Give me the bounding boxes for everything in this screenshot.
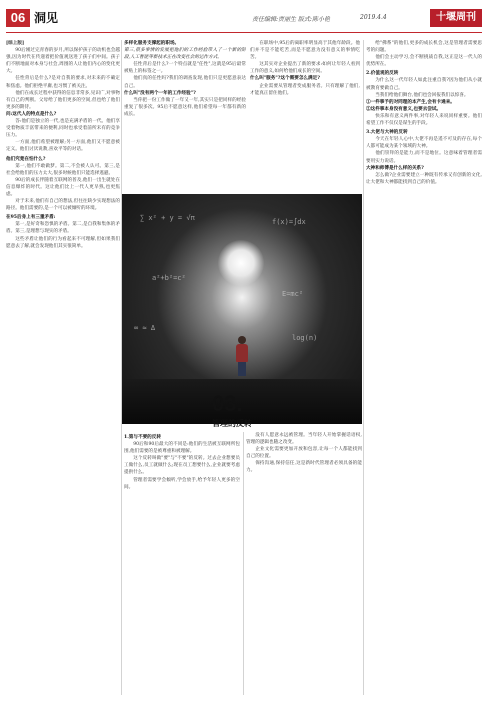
paragraph: 他们真的任性吗?我们的调查发现,他们只是更愿意表达自己。 [124, 76, 246, 89]
paragraph: 这其实对企业提出了新的要求:如何让年轻人看到工作的意义,如何给他们成长的空间。 [250, 62, 360, 75]
column-divider [363, 40, 364, 695]
question: 什么叫"没有两个一年的工作经验"? [124, 90, 196, 96]
column-3-bottom [246, 432, 362, 695]
section-heading [212, 393, 252, 429]
column-2-bottom [124, 432, 240, 695]
subheading: 1.第与不要的反转 [124, 435, 161, 440]
editors-credit: 责任编辑:贾丽生 版式:陈小艳 [252, 16, 330, 23]
column-4 [366, 40, 482, 695]
formula-decor: f(x)=∫dx [272, 218, 306, 226]
section-title: 管理的反转 [212, 419, 252, 428]
paragraph: 90后刚过完青春的岁月,所以保护孩子的动机也会越强,因为时代在传递着把价值观送进了孩子们中间。孩子们不断地面对本身与社会,周围的人让他们内心的变化更大。 [6, 48, 120, 75]
question: 问:这代人的特点是什么? [6, 111, 57, 117]
paragraph: 企业需要从管理者变成服务者。只有理解了他们,才能真正留住他们。 [250, 83, 360, 96]
question: 大神和师傅是什么样的关系? [366, 165, 424, 171]
paragraph: 怎么做?企业需要建立一种既有传承又有创新的文化,让大佬和大神都能找到自己的价值。 [366, 172, 482, 185]
paragraph: 当我们给他们舞台,他们也会回报我们以惊喜。 [375, 92, 469, 98]
formula-decor: ∑ x² + y = √π [140, 214, 195, 222]
paragraph: 第三,很多事情的发展把他们的工作经验带入了一个新的阶段,人工智能等新技术正在改变社会的运作方式。 [124, 48, 246, 61]
paragraph: 第一,是好奇和恐惧的矛盾。第二,是自我和集体的矛盾。第三,是理想与现实的矛盾。 [6, 222, 120, 235]
formula-decor: log(n) [292, 334, 318, 342]
subheading: 在95后身上有三重矛盾: [6, 215, 56, 221]
paragraph: 他们会主动学习,会不断挑战自我,这正是这一代人的优势所在。 [366, 55, 482, 68]
header-rule [6, 32, 482, 33]
formula-decor: ∞ ≈ Δ [134, 324, 156, 332]
paragraph: 为什么这一代年轻人如此注重自我?因为他们从小就被教育要做自己。 [366, 78, 482, 91]
paragraph: 这些矛盾让他们的行为看起来不可理解,但如果我们愿意去了解,就会发现他们其实很简单。 [6, 236, 120, 249]
subheading: 2.价值观的反转 [366, 71, 399, 77]
light-glow [218, 240, 264, 286]
subheading: 3.大佬与大神的反转 [366, 130, 408, 136]
paragraph: [综上版] [6, 41, 25, 46]
question: 什么叫"服务"?这个需要怎么满足? [250, 76, 320, 82]
newspaper-brand: 十堰周刊 [430, 9, 482, 27]
paragraph: 第一,他们不敢做梦。第二,不会被人认可。第三,是社会给他们的压力太大,很多时候他们只能选择逃避。 [6, 163, 120, 176]
standing-person [235, 336, 249, 376]
paragraph: 90后的成长伴随着互联网的普及,他们一出生就处在信息爆炸的时代。这让他们比上一代人更早熟,也更焦虑。 [6, 177, 120, 197]
paragraph: 企业文化需要更加开放和包容,让每一个人都能找到自己的位置。 [246, 447, 362, 460]
paragraph: 在职场中,95后的离职率明显高于其他年龄段。他们并不是不能吃苦,而是不愿意为没有意义的事情吃苦。 [250, 41, 360, 61]
feature-photo [122, 194, 362, 424]
formula-decor: E=mc² [282, 290, 304, 298]
paragraph: 给"佛系"的他们,更多的成长机会,这是管理者需要思考的问题。 [366, 41, 482, 54]
paragraph: 一方面,他们希望被理解;另一方面,他们又不愿意被定义。他们讨厌说教,喜欢平等的对话。 [6, 140, 120, 153]
formula-decor: a²+b²=c² [152, 274, 186, 282]
paragraph: 90后和90后最大的不同是:他们的生活被互联网所包围,他们需要的是被尊重和被理解。 [124, 442, 240, 455]
paragraph: 多样化服务支撑起的职场。 [124, 41, 180, 46]
paragraph: 这个反转叫做"要"与"不要"的反转。过去企业想要员工做什么,员工就做什么;现在员工想要什么,企业就要考虑提供什么。 [124, 456, 240, 476]
publish-date: 2019.4.4 [360, 14, 387, 21]
paragraph: 任性背后是什么?是对自我的要求,对未来的不确定和焦虑。他们拒绝平庸,也习惯了被关注。 [6, 76, 120, 89]
paragraph: 没有人愿意永远被管理。当年轻人开始掌握话语权,管理的逻辑也随之改变。 [246, 433, 362, 446]
list-point: ②这件事本身没有意义,也要去尝试。 [366, 106, 442, 112]
column-divider [243, 432, 244, 695]
paragraph: 答:他们是独立的一代,也是充满矛盾的一代。他们享受着物质丰富带来的便利,同时也承受着前所未有的竞争压力。 [6, 119, 120, 139]
paragraph: 今天在年轻人心中,大佬不再是遥不可及的存在,每个人都可能成为某个领域的大神。 [366, 137, 482, 150]
paragraph: 对于未来,他们有自己的想法,但往往缺少实现想法的路径。他们需要的,是一个可以被倾听的环境。 [6, 199, 120, 212]
paragraph: 他们在成长过程中获得的信息非常多,见识广,对事物有自己的判断。父母给了他们更多的空间,但也给了他们更多的期待。 [6, 90, 120, 110]
paragraph: 任性背后是什么?一个特点就是"任性",这就是95后最常被贴上的标签之一。 [124, 62, 246, 75]
paragraph: 保持沟通,保持信任,这是新时代管理者必须具备的能力。 [246, 461, 362, 474]
paragraph: 快乐和有意义两件事,对年轻人来说同样重要。他们希望工作不仅仅是谋生的手段。 [366, 113, 482, 127]
section-name: 洞见 [34, 11, 59, 25]
column-2-top [124, 40, 246, 192]
page-number: 06 [6, 9, 30, 27]
subheading: 他们究竟在怕什么? [6, 156, 46, 162]
section-number: 03. [212, 391, 243, 416]
list-point: ①一件事予的对同理的本产生,会有卡通来。 [366, 99, 455, 105]
paragraph: 管理者需要学会倾听,学会放手,给予年轻人更多的空间。 [124, 477, 240, 490]
paragraph: 当你把一份工作做了一年又一年,其实只是把同样的经验重复了很多次。95后不愿意这样,他们希望每一年都有新的成长。 [124, 97, 246, 117]
paragraph: 他们崇拜的是能力,而不是地位。这意味着管理者需要用实力说话。 [366, 151, 482, 164]
column-1 [6, 40, 120, 695]
page-header [6, 7, 482, 31]
column-3-top [250, 40, 360, 192]
